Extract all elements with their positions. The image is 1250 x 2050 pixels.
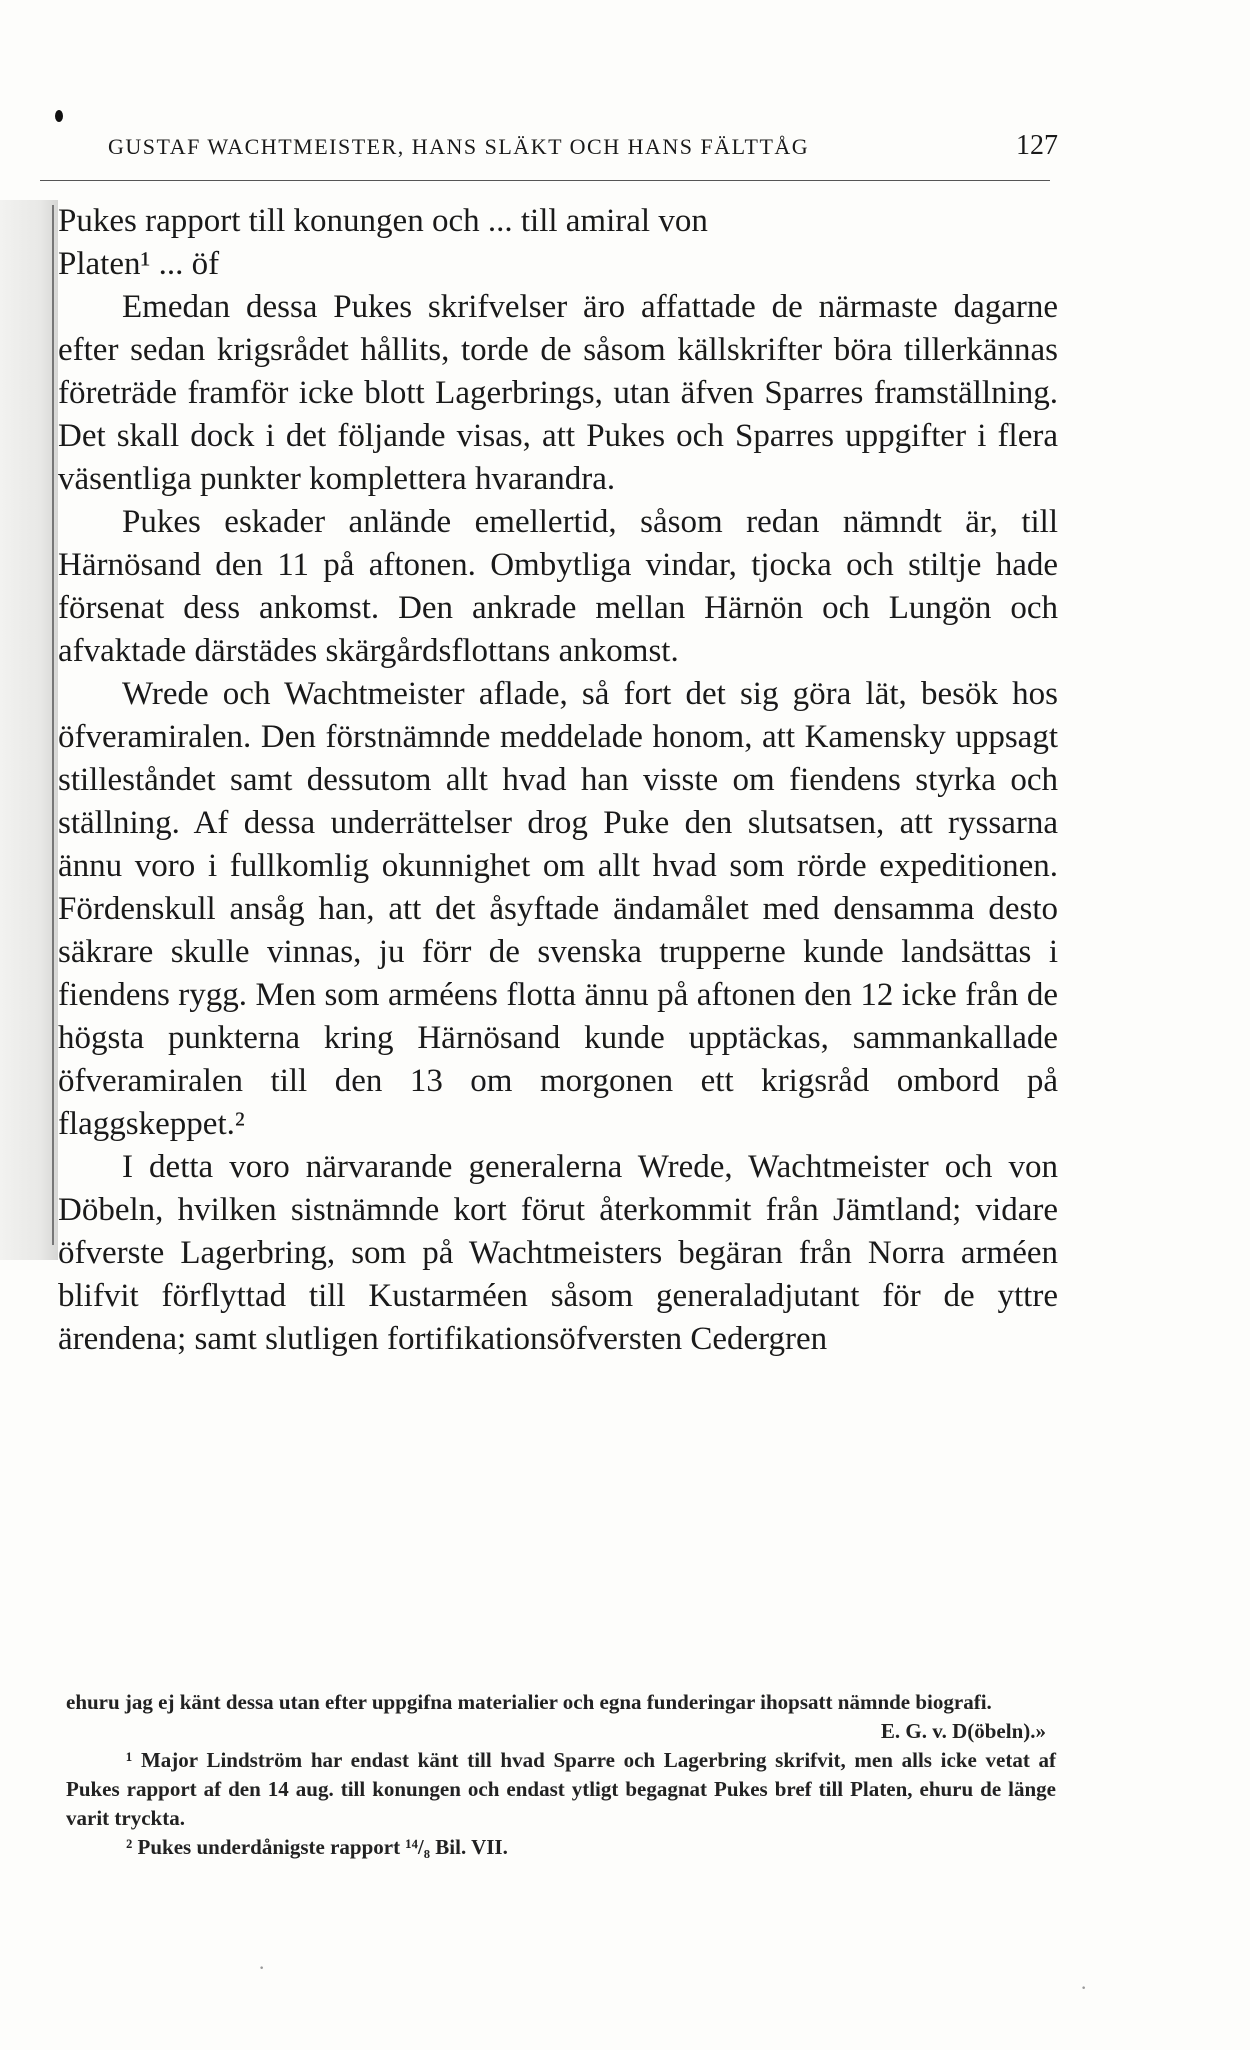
binding-edge-line: [52, 205, 54, 1245]
footnote-signature: E. G. v. D(öbeln).»: [880, 1719, 1046, 1743]
stray-mark-icon: ·: [258, 1955, 266, 1980]
footnotes: [66, 1688, 1056, 1862]
paragraph-3: Wrede och Wachtmeister aflade, så fort det sig göra lät, besök hos öfveramiralen. Den förstnämnde meddelade honom, att Kamensky uppsagt stilleståndet samt dessutom allt hvad han visste om fiendens styrka och ställning. Af dessa underrättelser drog Puke den slutsatsen, att ryssarna ännu voro i fullkomlig okunnighet om allt hvad som rörde expeditionen. Fördenskull ansåg han, att det åsyftade ändamålet med densamma desto säkrare skulle vinnas, ju förr de svenska trupperne kunde landsättas i fiendens rygg. Men som arméens flotta ännu på aftonen den 12 icke från de högsta punkterna kring Härnösand kunde upptäckas, sammankallade öfveramiralen till den 13 om morgonen ett krigsråd ombord på flaggskeppet.²: [58, 676, 1058, 1142]
paragraph-4: I detta voro närvarande generalerna Wrede, Wachtmeister och von Döbeln, hvilken sistnämnde kort förut återkommit från Jämtland; vidare öfverste Lagerbring, som på Wachtmeisters begäran från Norra arméen blifvit förflyttad till Kustarméen såsom generaladjutant för de yttre ärendena; samt slutligen fortifikationsöfversten Cedergren: [58, 1149, 1058, 1357]
footnote-1: ¹ Major Lindström har endast känt till hvad Sparre och Lagerbring skrifvit, men alls icke vetat af Pukes rapport af den 14 aug. till konungen och endast ytligt begagnat Pukes bref till Platen, ehuru de länge varit tryckta.: [66, 1748, 1056, 1830]
footnote-continuation: ehuru jag ej känt dessa utan efter uppgifna materialier och egna funderingar ihopsatt nämnde biografi.: [66, 1690, 992, 1714]
binding-shadow: [0, 200, 58, 1260]
header-rule: [40, 180, 1050, 181]
paragraph-2: Pukes eskader anlände emellertid, såsom redan nämndt är, till Härnösand den 11 på aftonen. Ombytliga vindar, tjocka och stiltje hade försenat dess ankomst. Den ankrade mellan Härnön och Lungön och afvaktade därstädes skärgårdsflottans ankomst.: [58, 504, 1058, 669]
running-head-title: GUSTAF WACHTMEISTER, HANS SLÄKT OCH HANS FÄLTTÅG: [108, 134, 810, 159]
ink-mark-icon: [55, 110, 63, 122]
running-head: [108, 130, 1058, 170]
paragraph-1: Emedan dessa Pukes skrifvelser äro affattade de närmaste dagarne efter sedan krigsrådet hållits, torde de såsom källskrifter böra tillerkännas företräde framför icke blott Lagerbrings, utan äfven Sparres framställning. Det skall dock i det följande visas, att Pukes och Sparres uppgifter i flera väsentliga punkter komplettera hvarandra.: [58, 289, 1058, 497]
page-number: 127: [1016, 130, 1058, 161]
section-heading-line-1: Pukes rapport till konungen och ... till amiral von: [58, 203, 708, 239]
footnote-2: ² Pukes underdånigste rapport ¹⁴/₈ Bil. VII.: [126, 1835, 508, 1859]
section-heading-line-2: Platen¹ ... öf: [58, 246, 220, 282]
stray-mark-icon: ·: [1080, 1975, 1088, 2000]
body-text: [58, 200, 1058, 1361]
